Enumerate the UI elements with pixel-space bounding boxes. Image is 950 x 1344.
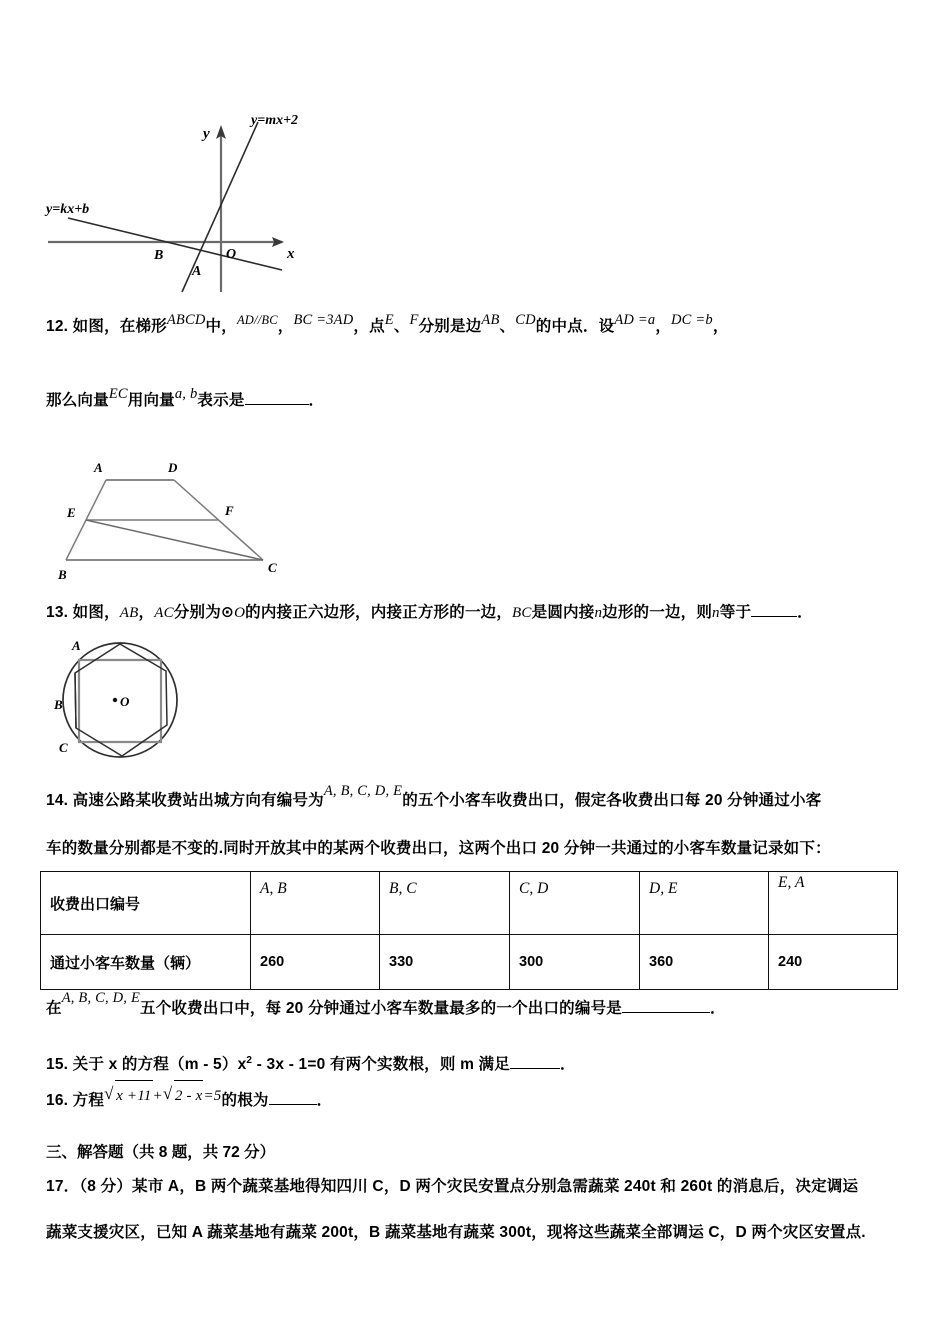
q16-radicand-2: 2 - x (174, 1080, 204, 1111)
table-cell-count-4: 240 (769, 935, 898, 990)
q14-after-end: ． (710, 1000, 726, 1017)
point-b-label: B (154, 248, 164, 263)
table-header-exit-id: 收费出口编号 (41, 872, 251, 935)
q15-answer-blank[interactable] (510, 1054, 560, 1069)
q14-answer-blank[interactable] (622, 998, 710, 1013)
center-point-dot (113, 698, 117, 702)
q12-math-ec: EC (108, 386, 128, 402)
q16-text-end: ． (316, 1092, 333, 1109)
table-cell-exit-2: C, D (510, 872, 640, 935)
q12-l2-text-3: 表示是 (197, 392, 245, 409)
circle-label-O: O (120, 694, 130, 709)
trapezoid-figure (50, 455, 300, 585)
q14-after-text-2: 五个收费出口中，每 20 分钟通过小客车数量最多的一个出口的编号是 (140, 1000, 622, 1017)
q12-l2-end: ． (308, 392, 325, 409)
question-16-line (46, 1085, 936, 1116)
line-y-kx-plus-b (68, 218, 282, 270)
linear-functions-figure (40, 100, 350, 295)
q13-math-ab: AB (119, 605, 139, 621)
toll-exit-table (40, 871, 898, 990)
question-14-line-2: 车的数量分别都是不变的.同时开放其中的某两个收费出口，这两个出口 20 分钟一共通过的小客车数量记录如下： (46, 840, 831, 857)
q15-exponent: 2 (246, 1055, 253, 1066)
q17-text-1: （8 分）某市 A，B 两个蔬菜基地得知四川 C，D 两个灾民安置点分别急需蔬菜 240t 和 260t 的消息后，决定调运 (79, 1178, 859, 1195)
question-12-line-1 (46, 312, 926, 342)
q14-text-2: 的五个小客车收费出口，假定各收费出口每 20 分钟通过小客 (402, 792, 822, 809)
q12-text-10: ， (712, 318, 729, 335)
question-15-line (46, 1046, 936, 1080)
q16-text-2: 的根为 (221, 1092, 269, 1109)
vertex-label-F: F (225, 503, 234, 518)
q12-text-5: 、 (393, 318, 410, 335)
question-14-line-1 (46, 783, 936, 816)
q16-radicand-1: x +11 (115, 1080, 152, 1111)
q16-equals-five: =5 (203, 1088, 222, 1104)
q12-math-abcd: ABCD (166, 312, 206, 328)
linear-functions-svg (40, 100, 350, 295)
q12-text-8: 的中点．设 (535, 318, 615, 335)
q12-text-3: ， (277, 318, 294, 335)
q13-text-d: 是圆内接 (531, 604, 595, 621)
table-cell-count-0: 260 (251, 935, 380, 990)
vertex-label-B: B (58, 567, 67, 582)
vertex-label-A: A (94, 460, 103, 475)
q12-math-bc-3ad: BC =3AD (293, 312, 354, 328)
line2-equation-label: y=kx+b (46, 202, 90, 217)
q13-answer-blank[interactable] (751, 602, 797, 617)
q13-math-n2: n (712, 605, 720, 621)
circle-label-A: A (72, 638, 81, 653)
q17-number: 17． (46, 1178, 80, 1195)
q15-text-1: 关于 x 的方程（m - 5）x (72, 1056, 247, 1074)
q12-number: 12. (46, 318, 69, 335)
q16-number: 16. (46, 1092, 69, 1109)
q12-math-ab: AB (481, 312, 500, 328)
q13-text-a: 如图， (72, 604, 120, 621)
circle-svg (48, 630, 198, 770)
segment-EC (86, 520, 263, 560)
q13-text-e: 边形的一边，则 (602, 604, 713, 621)
section-3-title: 三、解答题（共 8 题，共 72 分） (46, 1144, 276, 1161)
q12-math-ad-par-bc: AD//BC (236, 313, 278, 327)
y-axis-label: y (203, 126, 210, 142)
table-cell-exit-0: A, B (251, 872, 380, 935)
line1-equation-label: y=mx+2 (251, 113, 299, 128)
q12-text-2: 中， (205, 318, 237, 335)
q16-radical-2 (163, 1080, 204, 1111)
point-a-label: A (192, 264, 202, 279)
x-axis-label: x (287, 246, 295, 262)
q14-math-exits: A, B, C, D, E (323, 783, 403, 799)
table-cell-count-3: 360 (640, 935, 769, 990)
q14-number: 14. (46, 792, 69, 809)
q13-text-end: ． (797, 604, 813, 621)
q14-after-text-1: 在 (46, 1000, 62, 1017)
q12-text-6: 分别是边 (418, 318, 482, 335)
q15-text-2: - 3x - 1=0 有两个实数根，则 m 满足 (252, 1056, 510, 1074)
q12-math-f: F (409, 312, 419, 328)
question-17-line-1 (46, 1172, 936, 1202)
table-header-count: 通过小客车数量（辆） (41, 935, 251, 990)
table-row-exit-ids (41, 872, 898, 935)
question-12-line-2 (46, 386, 926, 416)
question-13-line (46, 598, 936, 628)
circle-label-C: C (59, 740, 68, 755)
vertex-label-D: D (168, 460, 178, 475)
table-row-counts (41, 935, 898, 990)
question-17-line-2: 蔬菜支援灾区，已知 A 蔬菜基地有蔬菜 200t，B 蔬菜基地有蔬菜 300t，现将这些蔬菜全部调运 C，D 两个灾区安置点. (46, 1224, 866, 1241)
q14-after-math: A, B, C, D, E (61, 990, 141, 1006)
q12-l2-text-1: 那么向量 (46, 392, 109, 409)
q12-math-a-b: a, b (174, 386, 198, 402)
table-cell-exit-4: E, A (769, 872, 898, 935)
q12-text-7: 、 (499, 318, 516, 335)
trapezoid-svg (50, 455, 300, 585)
q13-text-c: 的内接正六边形，内接正方形的一边， (245, 604, 513, 621)
q13-math-o: O (234, 605, 246, 621)
q16-plus: + (152, 1088, 163, 1104)
q13-text-f: 等于 (719, 604, 752, 621)
circle-figure (48, 630, 198, 770)
q12-math-cd: CD (515, 312, 536, 328)
table-cell-count-1: 330 (380, 935, 510, 990)
q12-math-e: E (384, 312, 394, 328)
q12-text-1: 如图，在梯形 (72, 318, 167, 335)
q14-text-1: 高速公路某收费站出城方向有编号为 (72, 792, 324, 809)
q13-math-bc: BC (512, 605, 532, 621)
q13-number: 13. (46, 604, 69, 621)
q12-math-dc-eq-b: DC =b (671, 312, 713, 328)
q13-comma-1: ， (138, 604, 155, 621)
q13-math-ac: AC (154, 605, 174, 621)
q13-text-b: 分别为⊙ (173, 604, 235, 621)
table-cell-exit-3: D, E (640, 872, 769, 935)
vertex-label-E: E (67, 505, 76, 520)
q12-text-9: ， (655, 318, 672, 335)
question-14-line-3 (46, 990, 936, 1024)
q12-math-ad-eq-a: AD =a (614, 312, 656, 328)
q15-text-end: ． (559, 1056, 576, 1074)
q13-math-n: n (594, 605, 603, 621)
q15-number: 15. (46, 1056, 69, 1074)
q16-answer-blank[interactable] (269, 1090, 317, 1105)
q12-text-4: ，点 (353, 318, 385, 335)
q16-radical-1 (104, 1080, 152, 1111)
q16-text-1: 方程 (72, 1092, 105, 1109)
vertex-label-C: C (268, 560, 277, 575)
q12-answer-blank[interactable] (245, 390, 309, 405)
q12-l2-text-2: 用向量 (127, 392, 175, 409)
chord-AB (75, 673, 76, 728)
origin-label: O (226, 247, 237, 262)
table-cell-count-2: 300 (510, 935, 640, 990)
circle-label-B: B (54, 697, 63, 712)
table-cell-exit-1: B, C (380, 872, 510, 935)
